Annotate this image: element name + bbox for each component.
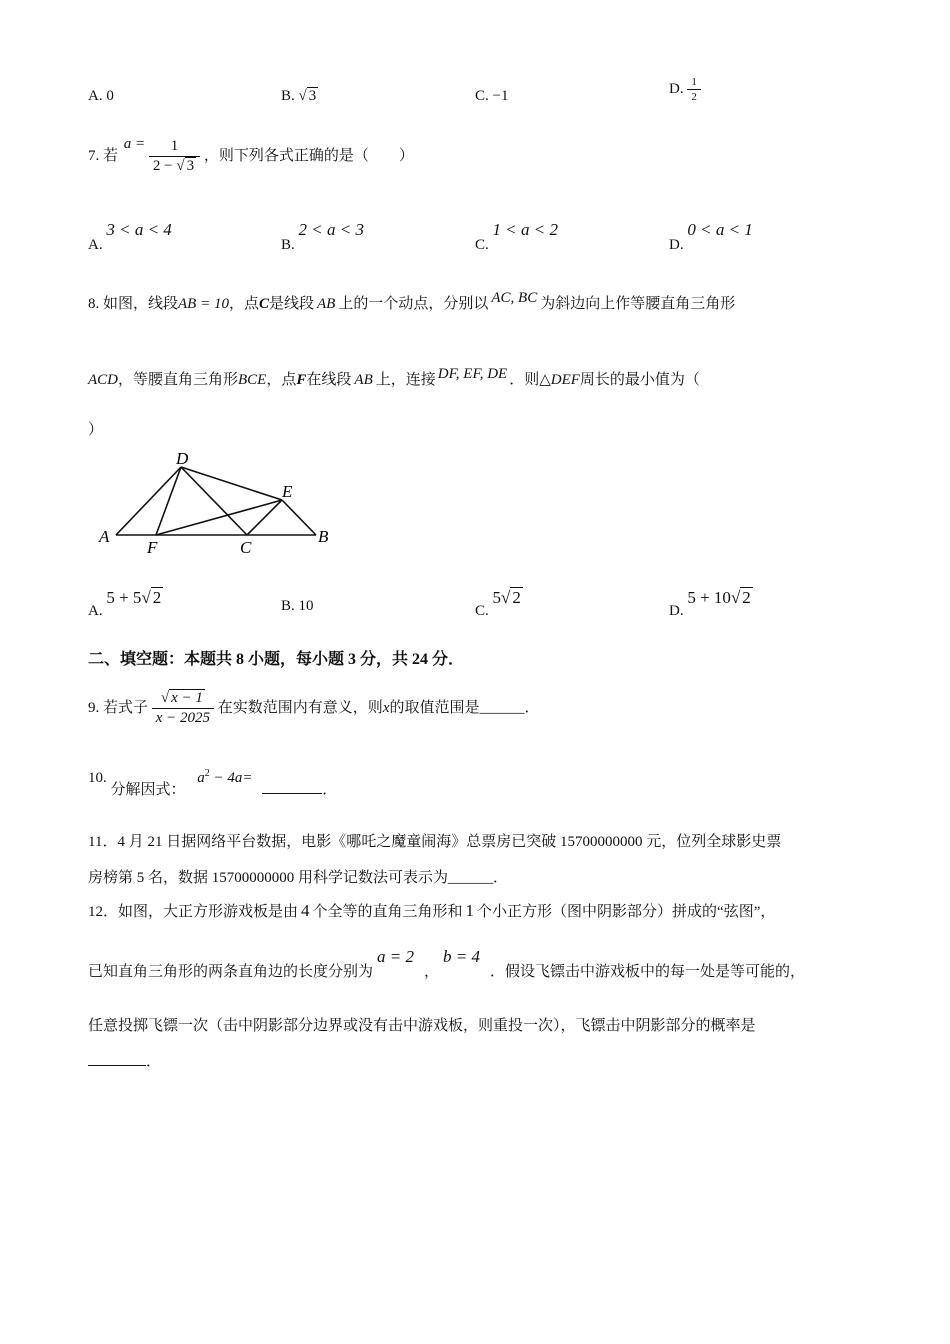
- question-number: 7.: [88, 147, 100, 164]
- option-value: 0: [106, 88, 114, 104]
- text: 在实数范围内有意义，则: [217, 699, 383, 716]
- q9-stem: [88, 690, 540, 727]
- q11-line-2: 房榜第 5 名，数据 15700000000 用科学记数法可表示为______．: [88, 870, 509, 886]
- math: F: [296, 372, 307, 388]
- q8-option-d: D. 5 + 10√ 2: [669, 588, 751, 619]
- text: 12．如图，大正方形游戏板是由: [88, 904, 299, 920]
- q7-suffix: ，则下列各式正确的是（ ）: [203, 147, 414, 164]
- option-value: 0 < a < 1: [687, 220, 753, 239]
- option-value: 2 < a < 3: [298, 220, 364, 239]
- text: ．: [322, 782, 338, 798]
- q7-option-b: [281, 220, 364, 253]
- math: b = 4: [443, 947, 480, 966]
- option-label: D.: [669, 81, 684, 97]
- option-label: D.: [669, 237, 684, 253]
- denominator: 2: [687, 89, 701, 103]
- q6-option-c: [475, 88, 508, 105]
- q7-stem: [88, 135, 414, 175]
- option-label: D.: [669, 603, 684, 619]
- option-value: 3: [308, 88, 317, 104]
- option-radicand: 2: [742, 588, 751, 607]
- math: AB = 10: [178, 296, 229, 312]
- math: C: [258, 296, 269, 312]
- segment-eb: [282, 500, 316, 535]
- text: 个全等的直角三角形和: [312, 904, 463, 920]
- answer-blank[interactable]: [88, 1051, 146, 1066]
- option-radicand: 2: [512, 588, 521, 607]
- q7-option-c: [475, 220, 558, 253]
- label-f: F: [147, 538, 158, 557]
- q7-prefix: 若: [103, 147, 119, 164]
- text: 上，连接: [375, 372, 436, 388]
- q8-option-c: C. 5√ 2: [475, 588, 521, 619]
- option-label: C.: [475, 603, 489, 619]
- label-c: C: [240, 538, 252, 557]
- question-number: 8.: [88, 296, 100, 312]
- text: ．则: [509, 372, 540, 388]
- math: ACD: [88, 372, 118, 388]
- option-label: C.: [475, 237, 489, 253]
- q7-option-a: [88, 220, 172, 253]
- option-label: B.: [281, 237, 295, 253]
- option-value: 5 + 10: [687, 588, 731, 607]
- numerator: 1: [691, 76, 697, 88]
- q7-a-eq: a =: [123, 135, 146, 152]
- text: ，等腰直角三角形: [118, 372, 239, 388]
- option-value: 1 < a < 2: [492, 220, 558, 239]
- numerator: √ x − 1: [160, 690, 203, 706]
- math: BCE: [238, 372, 267, 388]
- label-a: A: [99, 527, 110, 546]
- text: 分解因式：: [110, 782, 186, 798]
- q12-line-1: [88, 900, 775, 921]
- math: AB: [317, 296, 336, 312]
- q7-fraction: [149, 138, 200, 175]
- q8-line-2: [88, 368, 700, 389]
- option-label: B.: [281, 88, 295, 104]
- label-e: E: [282, 482, 293, 501]
- option-value: 5 + 5: [106, 588, 142, 607]
- den-radicand: 3: [186, 158, 195, 174]
- text: 的取值范围是______．: [389, 699, 540, 716]
- segment-ad: [116, 467, 181, 535]
- answer-blank[interactable]: [262, 779, 322, 794]
- num-radicand: x − 1: [171, 690, 203, 706]
- text: 为斜边向上作等腰直角三角形: [540, 296, 736, 312]
- q8-line-3: ）: [88, 422, 104, 438]
- text: 若式子: [103, 699, 149, 716]
- q9-fraction: [152, 690, 214, 727]
- q11-line-1: 11．4 月 21 日据网络平台数据，电影《哪吒之魔童闹海》总票房已突破 15700000000 元，位列全球影史票: [88, 834, 782, 850]
- denominator: x − 2025: [152, 708, 214, 727]
- text: 已知直角三角形的两条直角边的长度分别为: [88, 964, 374, 980]
- math: AC, BC: [491, 290, 538, 306]
- math: 1: [465, 901, 475, 920]
- option-label: A.: [88, 603, 103, 619]
- q7-option-d: [669, 220, 753, 253]
- denominator: 2 − √ 3: [149, 156, 200, 175]
- q8-line-1: [88, 292, 735, 313]
- option-value: 5: [492, 588, 502, 607]
- math: x: [382, 699, 390, 716]
- q6-option-a: [88, 88, 114, 105]
- text: 是线段: [269, 296, 315, 312]
- text: ，点: [228, 296, 259, 312]
- q12-line-4: [88, 1050, 161, 1071]
- text: ．: [146, 1054, 162, 1070]
- den-part: 2 −: [152, 158, 173, 174]
- q6-option-b: B. √ 3: [281, 88, 317, 104]
- text: 在线段: [306, 372, 352, 388]
- q8-option-b: [281, 598, 314, 615]
- option-label: A.: [88, 88, 103, 104]
- segment-df: [156, 467, 181, 535]
- option-label: B.: [281, 598, 295, 614]
- question-number: 10.: [88, 770, 107, 786]
- text: 个小正方形（图中阴影部分）拼成的“弦图”，: [477, 904, 776, 920]
- expr-rest: − 4a=: [213, 770, 253, 786]
- text: 周长的最小值为（: [579, 372, 700, 388]
- text: ，: [424, 964, 440, 980]
- math: a = 2: [377, 947, 414, 966]
- option-value: −1: [492, 88, 509, 104]
- expr-exponent: 2: [204, 768, 210, 779]
- math: AB: [354, 372, 373, 388]
- q8-figure: [96, 446, 346, 558]
- numerator: 1: [170, 138, 179, 154]
- question-number: 9.: [88, 699, 100, 716]
- math: 4: [301, 901, 310, 920]
- text: ．假设飞镖击中游戏板中的每一处是等可能的，: [490, 964, 806, 980]
- option-label: A.: [88, 237, 103, 253]
- math: DF, EF, DE: [437, 366, 508, 382]
- q10-stem: [88, 766, 338, 798]
- q12-line-2: [88, 946, 806, 980]
- q10-expression: [197, 770, 252, 786]
- option-value: 3 < a < 4: [106, 220, 172, 239]
- text: ，点: [266, 372, 297, 388]
- q12-line-3: 任意投掷飞镖一次（击中阴影部分边界或没有击中游戏板，则重投一次），飞镖击中阴影部分的概率是: [88, 1018, 756, 1034]
- label-d: D: [176, 449, 189, 468]
- fraction: [687, 76, 701, 103]
- option-label: C.: [475, 88, 489, 104]
- option-value: 10: [298, 598, 314, 614]
- option-radicand: 2: [152, 588, 162, 607]
- section-2-title: 二、填空题：本题共 8 小题，每小题 3 分，共 24 分．: [88, 651, 465, 668]
- text: 上的一个动点，分别以: [338, 296, 489, 312]
- q8-option-a: A. 5 + 5√ 2: [88, 588, 162, 619]
- q6-option-d: [669, 76, 701, 103]
- expr-base: a: [197, 770, 205, 786]
- text: 如图，线段: [103, 296, 179, 312]
- label-b: B: [318, 527, 329, 546]
- math: △DEF: [539, 372, 580, 388]
